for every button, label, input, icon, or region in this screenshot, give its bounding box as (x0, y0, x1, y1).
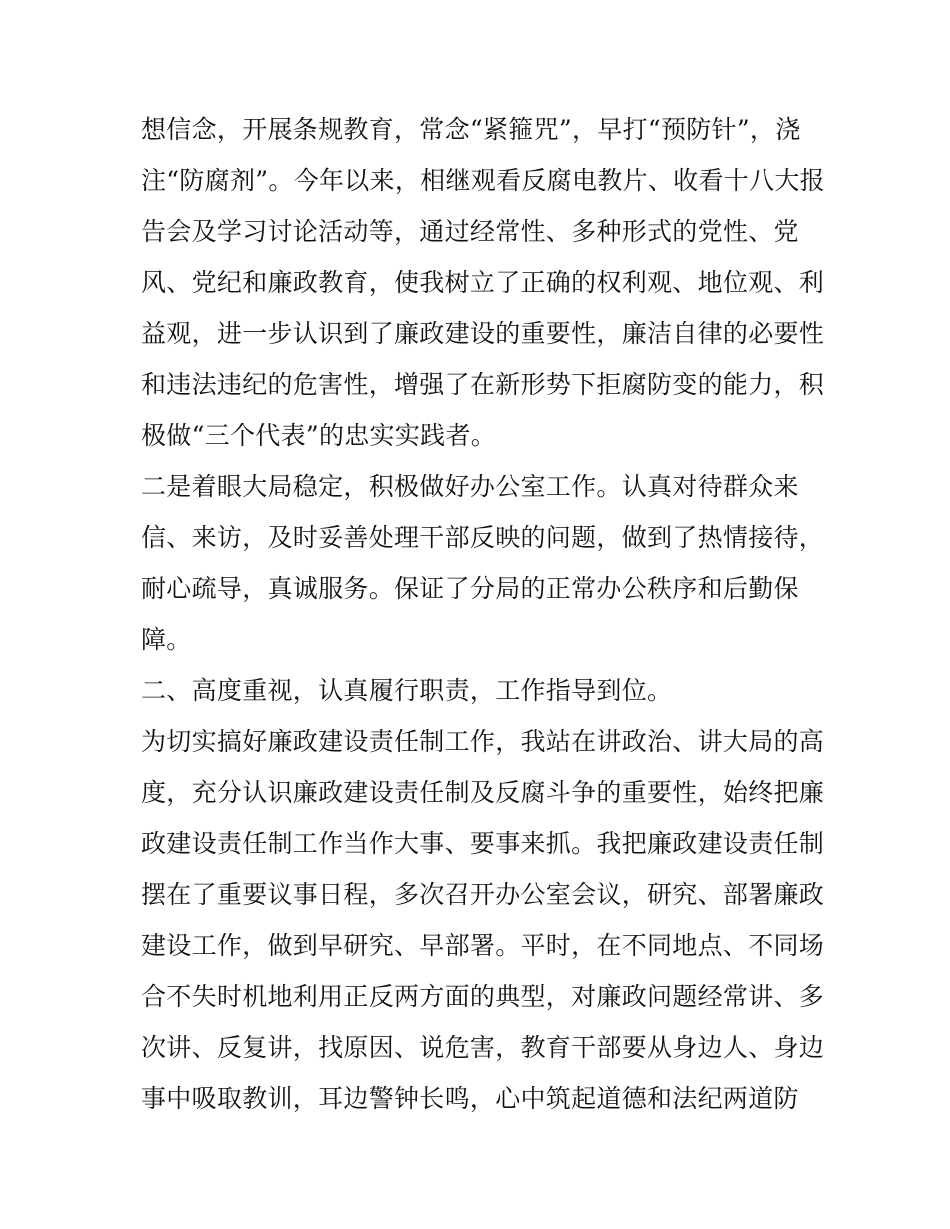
text-line: 风、党纪和廉政教育，使我树立了正确的权利观、地位观、利 (141, 268, 825, 297)
text-line: 告会及学习讨论活动等，通过经常性、多种形式的党性、党 (141, 217, 799, 246)
text-line: 度，充分认识廉政建设责任制及反腐斗争的重要性，始终把廉 (141, 778, 825, 807)
text-line: 二是着眼大局稳定，积极做好办公室工作。认真对待群众来 (141, 472, 799, 501)
text-line: 摆在了重要议事日程，多次召开办公室会议，研究、部署廉政 (141, 880, 825, 909)
text-line: 益观，进一步认识到了廉政建设的重要性，廉洁自律的必要性 (141, 319, 825, 348)
text-line: 建设工作，做到早研究、早部署。平时，在不同地点、不同场 (141, 931, 825, 960)
text-line: 次讲、反复讲，找原因、说危害，教育干部要从身边人、身边 (141, 1033, 825, 1062)
text-line: 和违法违纪的危害性，增强了在新形势下拒腐防变的能力，积 (141, 370, 825, 399)
text-line: 障。 (141, 625, 192, 654)
section-heading: 二、高度重视，认真履行职责，工作指导到位。 (141, 676, 673, 705)
text-line: 事中吸取教训，耳边警钟长鸣，心中筑起道德和法纪两道防 (141, 1084, 799, 1113)
body-text (141, 104, 825, 1124)
text-line: 为切实搞好廉政建设责任制工作，我站在讲政治、讲大局的高 (141, 727, 825, 756)
text-line: 合不失时机地利用正反两方面的典型，对廉政问题经常讲、多 (141, 982, 825, 1011)
text-line: 政建设责任制工作当作大事、要事来抓。我把廉政建设责任制 (141, 829, 825, 858)
text-line: 极做“三个代表”的忠实实践者。 (141, 421, 497, 450)
text-line: 信、来访，及时妥善处理干部反映的问题，做到了热情接待， (141, 523, 825, 552)
text-line: 耐心疏导，真诚服务。保证了分局的正常办公秩序和后勤保 (141, 574, 799, 603)
text-line: 注“防腐剂”。今年以来，相继观看反腐电教片、收看十八大报 (141, 166, 825, 195)
text-line: 想信念，开展条规教育，常念“紧箍咒”，早打“预防针”，浇 (141, 115, 801, 144)
